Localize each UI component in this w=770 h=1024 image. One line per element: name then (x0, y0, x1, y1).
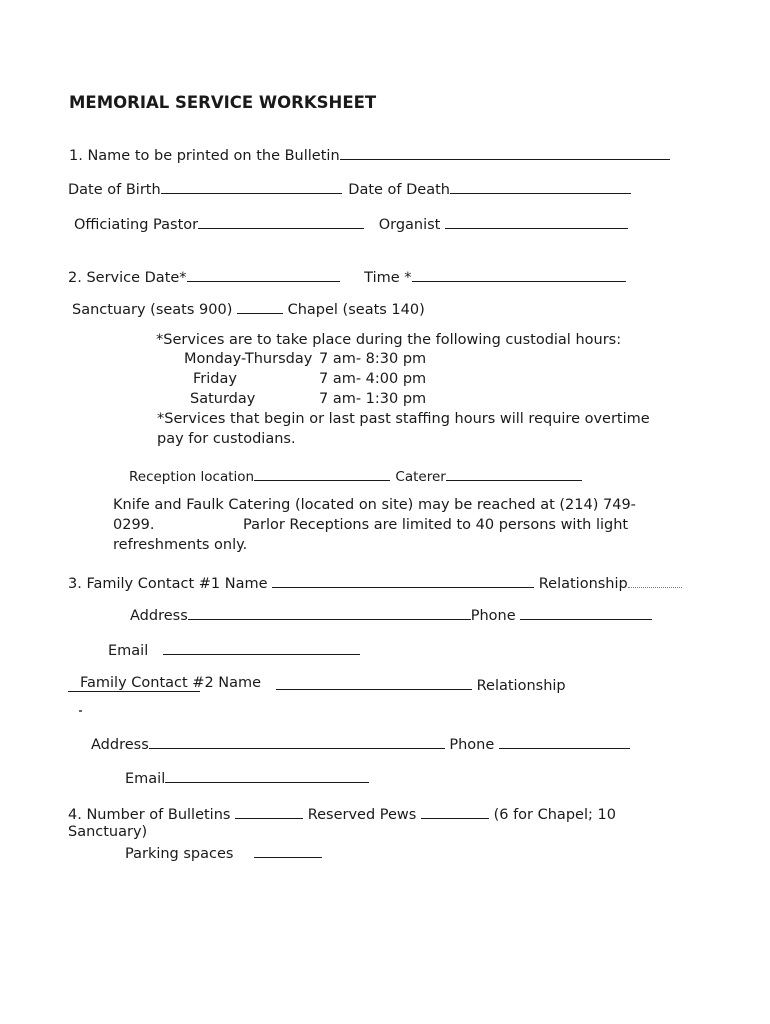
contact1-phone-field[interactable] (520, 605, 652, 620)
venue-row (72, 299, 425, 318)
parking-row (125, 843, 322, 862)
hours-time-0: 7 am- 8:30 pm (319, 351, 427, 367)
contact1-relationship-field[interactable] (628, 573, 682, 588)
dob-row (68, 179, 631, 198)
overtime-note-line2: pay for custodians. (157, 431, 296, 447)
contact2-phone-field[interactable] (499, 734, 630, 749)
contact1-address-field[interactable] (188, 605, 471, 620)
bulletins-row (68, 804, 616, 823)
service-date-row (68, 267, 626, 286)
contact1-name-label: 3. Family Contact #1 Name (68, 576, 268, 592)
hours-time-2: 7 am- 1:30 pm (319, 391, 427, 407)
contact2-prefix-line[interactable] (68, 675, 262, 692)
sanctuary-field[interactable] (237, 299, 283, 314)
dob-label: Date of Birth (68, 182, 161, 198)
sanctuary-label: Sanctuary (seats 900) (72, 302, 233, 318)
service-date-field[interactable] (187, 267, 340, 282)
organist-label: Organist (378, 217, 441, 233)
contact2-email-label: Email (125, 771, 166, 787)
dob-field[interactable] (161, 179, 342, 194)
page-title: MEMORIAL SERVICE WORKSHEET (69, 93, 377, 112)
pews-label: Reserved Pews (307, 807, 417, 823)
pastor-row (74, 214, 628, 233)
contact2-address-field[interactable] (149, 734, 445, 749)
contact2-row (68, 675, 262, 692)
contact2-fields (276, 675, 566, 694)
catering-line2-b: Parlor Receptions are limited to 40 persons with light (243, 517, 629, 533)
hours-time-1: 7 am- 4:00 pm (319, 371, 427, 387)
bulletins-label: 4. Number of Bulletins (68, 807, 231, 823)
contact1-email-row (108, 640, 360, 659)
caterer-label: Caterer (395, 469, 446, 485)
bulletin-name-label: 1. Name to be printed on the Bulletin (69, 148, 340, 164)
parking-field[interactable] (254, 843, 322, 858)
contact1-relationship-label: Relationship (538, 576, 628, 592)
hours-intro: *Services are to take place during the following custodial hours: (156, 332, 622, 348)
contact1-address-label: Address (130, 608, 188, 624)
contact1-row (68, 573, 682, 592)
parking-label: Parking spaces (125, 846, 234, 862)
contact2-email-row (125, 768, 369, 787)
overtime-note-line1: *Services that begin or last past staffing hours will require overtime (157, 411, 650, 427)
catering-line3: refreshments only. (113, 537, 248, 553)
contact1-email-field[interactable] (163, 640, 360, 655)
hours-day-0: Monday-Thursday (184, 351, 313, 367)
chapel-label: Chapel (seats 140) (287, 302, 425, 318)
contact2-name-field[interactable] (276, 675, 472, 690)
catering-line2-a: 0299. (113, 517, 155, 533)
contact1-address-row (130, 605, 652, 624)
reception-label: Reception location (129, 469, 255, 485)
contact2-address-row (91, 734, 630, 753)
pastor-field[interactable] (198, 214, 364, 229)
reception-row (129, 466, 582, 485)
reception-field[interactable] (254, 466, 390, 481)
pastor-label: Officiating Pastor (74, 217, 199, 233)
dod-field[interactable] (450, 179, 631, 194)
contact1-phone-label: Phone (470, 608, 516, 624)
pews-note-a: (6 for Chapel; 10 (493, 807, 616, 823)
caterer-field[interactable] (446, 466, 582, 481)
pews-field[interactable] (421, 804, 489, 819)
contact1-email-label: Email (108, 643, 149, 659)
contact1-name-field[interactable] (272, 573, 534, 588)
bulletin-name-row (69, 145, 670, 164)
pews-note-b: Sanctuary) (68, 824, 148, 840)
contact2-email-field[interactable] (165, 768, 369, 783)
service-date-label: 2. Service Date* (68, 270, 187, 286)
bulletins-field[interactable] (235, 804, 303, 819)
dod-label: Date of Death (348, 182, 450, 198)
time-label: Time * (364, 270, 412, 286)
contact2-relationship-label: Relationship (476, 678, 566, 694)
catering-line1: Knife and Faulk Catering (located on site) may be reached at (214) 749- (113, 497, 636, 513)
bulletin-name-field[interactable] (340, 145, 670, 160)
hours-day-1: Friday (193, 371, 237, 387)
contact2-phone-label: Phone (449, 737, 495, 753)
hours-day-2: Saturday (190, 391, 256, 407)
organist-field[interactable] (445, 214, 628, 229)
stray-mark (79, 710, 82, 712)
contact2-address-label: Address (91, 737, 149, 753)
contact2-name-label: Family Contact #2 Name (80, 675, 262, 691)
time-field[interactable] (412, 267, 626, 282)
